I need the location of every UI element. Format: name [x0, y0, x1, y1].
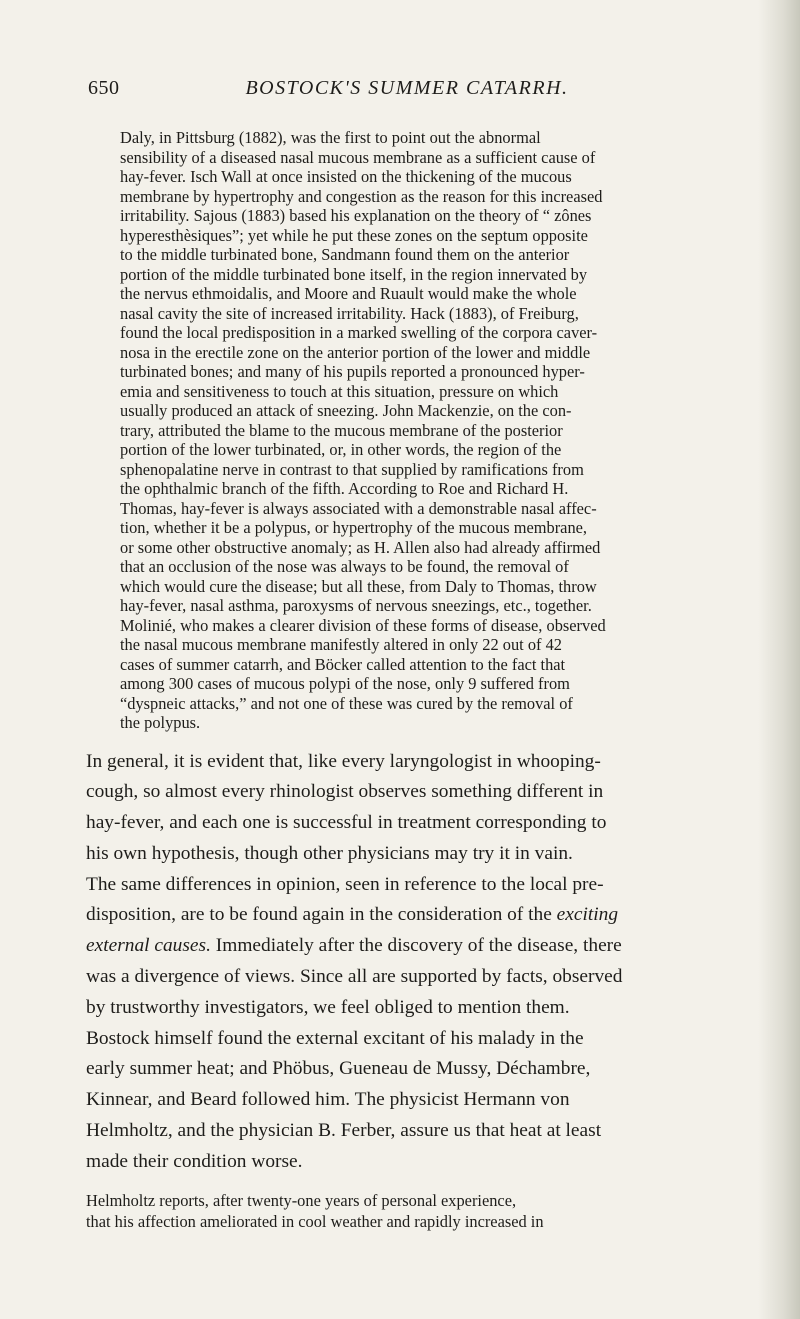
text-line: among 300 cases of mucous polypi of the nose, only 9 suffered from: [120, 674, 570, 693]
text-line: by trustworthy investigators, we feel obliged to mention them.: [86, 996, 570, 1018]
text-line: Bostock himself found the external excitant of his malady in the: [86, 1027, 584, 1049]
text-line: sensibility of a diseased nasal mucous membrane as a sufficient cause of: [120, 147, 596, 167]
text-line: was a divergence of views. Since all are supported by facts, observed: [86, 966, 623, 988]
text-line: hay-fever, and each one is successful in treatment corresponding to: [86, 812, 607, 834]
text-line: “dyspneic attacks,” and not one of these was cured by the removal of: [120, 693, 573, 713]
text-line: made their condition worse.: [86, 1150, 303, 1172]
text-line: In general, it is evident that, like every laryngologist in whooping-: [86, 750, 601, 772]
paragraph-1: [86, 128, 741, 733]
text-line: Helmholtz, and the physician B. Ferber, assure us that heat at least: [86, 1120, 602, 1142]
text-line: portion of the middle turbinated bone itself, in the region innervated by: [120, 264, 588, 284]
page-number: 650: [88, 77, 120, 99]
text-line: usually produced an attack of sneezing. John Mackenzie, on the con-: [120, 401, 572, 420]
emphasis-exciting: exciting: [556, 904, 619, 926]
text-line: hay-fever, nasal asthma, paroxysms of nervous sneezings, etc., together.: [120, 596, 592, 615]
text-line: Molinié, who makes a clearer division of these forms of disease, observed: [120, 615, 606, 635]
text-line: [86, 931, 741, 962]
text-line: nosa in the erectile zone on the anterior portion of the lower and middle: [120, 342, 591, 362]
text-line: The same differences in opinion, seen in reference to the local pre-: [86, 873, 604, 895]
text-line: nasal cavity the site of increased irritability. Hack (1883), of Freiburg,: [120, 303, 579, 323]
paragraph-2: [86, 747, 741, 870]
text-line: early summer heat; and Phöbus, Gueneau de Mussy, Déchambre,: [86, 1058, 591, 1080]
text-line: tion, whether it be a polypus, or hypertrophy of the mucous membrane,: [120, 518, 588, 537]
text-line: the polypus.: [120, 713, 201, 732]
text-line: hyperesthèsiques”; yet while he put these zones on the septum opposite: [120, 225, 588, 245]
text-line: found the local predisposition in a marked swelling of the corpora caver-: [120, 323, 598, 342]
text-line: to the middle turbinated bone, Sandmann found them on the anterior: [120, 245, 570, 264]
text-line: that his affection ameliorated in cool weather and rapidly increased in: [86, 1211, 544, 1231]
text-line: [86, 900, 741, 931]
text-line: hay-fever. Isch Wall at once insisted on the thickening of the mucous: [120, 167, 572, 186]
text-line: or some other obstructive anomaly; as H. Allen also had already affirmed: [120, 537, 601, 557]
text-line: which would cure the disease; but all these, from Daly to Thomas, throw: [120, 576, 597, 596]
running-head: BOSTOCK'S SUMMER CATARRH.: [245, 77, 569, 99]
text-line: the ophthalmic branch of the fifth. According to Roe and Richard H.: [120, 479, 569, 498]
page-header: [0, 77, 800, 107]
emphasis-external-causes: external causes.: [86, 935, 211, 957]
text-line: the nervus ethmoidalis, and Moore and Ruault would make the whole: [120, 284, 577, 303]
text-segment: Immediately after the discovery of the disease, there: [215, 935, 622, 957]
text-line: cough, so almost every rhinologist observes something different in: [86, 781, 604, 803]
text-line: Kinnear, and Beard followed him. The physicist Hermann von: [86, 1089, 570, 1111]
paragraph-4: [86, 1024, 741, 1178]
text-segment: disposition, are to be found again in the consideration of the: [86, 904, 552, 926]
text-line: his own hypothesis, though other physicians may try it in vain.: [86, 842, 573, 864]
text-line: membrane by hypertrophy and congestion as the reason for this increased: [120, 186, 603, 206]
text-line: portion of the lower turbinated, or, in other words, the region of the: [120, 440, 562, 459]
text-line: trary, attributed the blame to the mucous membrane of the posterior: [120, 420, 563, 440]
text-column: [86, 128, 741, 1232]
text-line: emia and sensitiveness to touch at this situation, pressure on which: [120, 381, 559, 401]
text-line: irritability. Sajous (1883) based his explanation on the theory of “ zônes: [120, 206, 592, 225]
text-line: turbinated bones; and many of his pupils reported a pronounced hyper-: [120, 362, 585, 381]
text-line: that an occlusion of the nose was always to be found, the removal of: [120, 557, 569, 576]
text-line: Daly, in Pittsburg (1882), was the first to point out the abnormal: [120, 128, 541, 147]
paragraph-3: [86, 870, 741, 1024]
page-edge-shadow: [758, 0, 800, 1319]
text-line: cases of summer catarrh, and Böcker called attention to the fact that: [120, 654, 566, 674]
text-line: Helmholtz reports, after twenty-one years of personal experience,: [86, 1190, 517, 1210]
text-line: the nasal mucous membrane manifestly altered in only 22 out of 42: [120, 635, 562, 654]
paragraph-5: [86, 1190, 741, 1232]
text-line: sphenopalatine nerve in contrast to that supplied by ramifications from: [120, 459, 584, 479]
text-line: Thomas, hay-fever is always associated with a demonstrable nasal affec-: [120, 498, 597, 518]
